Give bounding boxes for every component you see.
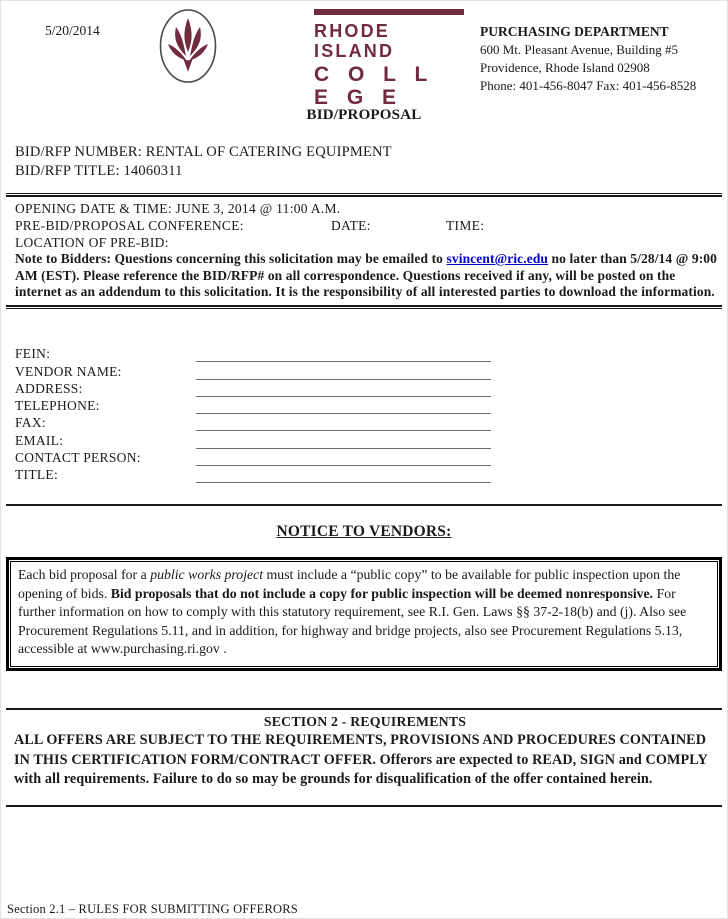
email-label: EMAIL: (15, 432, 64, 448)
note-text-after: no later than 5/28/14 @ 9:00 AM (EST). Please reference the BID/RFP# on all correspondence. Questions received if any, will be posted on the internet as an addendum to this solicitation. It is the responsibility of all interested parties to download the information. (15, 251, 718, 299)
horizontal-rule (6, 708, 722, 710)
flame-logo-icon (157, 7, 219, 85)
wordmark-bar (314, 9, 464, 15)
notice-paragraph (10, 561, 718, 667)
title-label: TITLE: (15, 467, 59, 483)
form-row-fax (15, 414, 491, 431)
contact-person-field[interactable] (196, 452, 491, 466)
dept-name: PURCHASING DEPARTMENT (480, 24, 669, 39)
section21-footer: Section 2.1 – RULES FOR SUBMITTING OFFERORS (7, 902, 298, 916)
dept-phone-fax: Phone: 401-456-8047 Fax: 401-456-8528 (480, 78, 697, 93)
section2-requirements (14, 714, 716, 790)
pre-bid-location-label: LOCATION OF PRE-BID: (15, 235, 169, 250)
page-title: BID/PROPOSAL (306, 107, 422, 123)
form-row-vendor-name (15, 362, 491, 379)
bid-rfp-title: BID/RFP TITLE: 14060311 (15, 163, 183, 179)
notice-bold-sentence: Bid proposals that do not include a copy for public inspection will be deemed nonresponsive. (110, 585, 654, 601)
form-row-email (15, 431, 491, 448)
fein-label: FEIN: (15, 346, 51, 362)
bid-identifiers (15, 143, 392, 181)
note-text-before: Note to Bidders: Questions concerning this solicitation may be emailed to (15, 251, 447, 266)
document-date: 5/20/2014 (45, 23, 100, 38)
address-label: ADDRESS: (15, 380, 83, 396)
conference-time-label: TIME: (446, 218, 485, 233)
opening-info-section (6, 193, 722, 309)
conference-label: PRE-BID/PROPOSAL CONFERENCE: (15, 218, 244, 233)
pre-bid-conference-line (15, 217, 720, 234)
horizontal-rule (6, 504, 722, 506)
purchasing-department-block (480, 23, 696, 95)
form-row-fein (15, 345, 491, 362)
notice-seg1: Each bid proposal for a (18, 567, 151, 582)
vendor-info-form (15, 345, 491, 483)
telephone-label: TELEPHONE: (15, 398, 100, 414)
double-rule-bottom (6, 305, 722, 309)
address-field[interactable] (196, 383, 491, 397)
fein-field[interactable] (196, 348, 491, 362)
ric-flame-logo (157, 7, 219, 90)
college-wordmark (314, 9, 466, 109)
telephone-field[interactable] (196, 400, 491, 414)
form-row-telephone (15, 397, 491, 414)
notice-italic-phrase: public works project (150, 567, 264, 582)
contact-email-link[interactable]: svincent@ric.edu (446, 251, 549, 266)
email-field[interactable] (196, 435, 491, 449)
dept-address2: Providence, Rhode Island 02908 (480, 60, 650, 75)
fax-label: FAX: (15, 415, 46, 431)
notice-seg3: For further information on how to comply with this statutory requirement, see R.I. Gen. Laws §§ 37-2-18(b) and (j). Also see Procurement Regulations 5.11, and in addition, for highway and bridge projects, also see Procurement Regulations 5.13, accessible at www.purchasing.ri.gov . (18, 585, 687, 657)
wordmark-line2: C O L L E G E (314, 63, 434, 109)
contact-person-label: CONTACT PERSON: (15, 450, 141, 466)
notice-box (6, 557, 722, 671)
form-row-contact-person (15, 449, 491, 466)
section2-body: ALL OFFERS ARE SUBJECT TO THE REQUIREMENTS, PROVISIONS AND PROCEDURES CONTAINED IN THIS CERTIFICATION FORM/CONTRACT OFFER. Offerors are expected to READ, SIGN and COMPLY with all requirements. Failure to do so may be grounds for disqualification of the offer contained herein. (14, 732, 708, 787)
section2-heading: SECTION 2 - REQUIREMENTS (263, 714, 467, 729)
opening-date-time: OPENING DATE & TIME: JUNE 3, 2014 @ 11:00 A.M. (15, 201, 341, 216)
fax-field[interactable] (196, 417, 491, 431)
wordmark-line1: RHODE ISLAND (314, 21, 395, 61)
note-to-bidders (15, 251, 720, 301)
bid-rfp-number: BID/RFP NUMBER: RENTAL OF CATERING EQUIPMENT (15, 144, 392, 160)
notice-seg2: must include a “public copy” to be available for public inspection upon the opening of bids. (18, 567, 681, 601)
conference-date-label: DATE: (331, 218, 371, 233)
horizontal-rule (6, 805, 722, 807)
vendor-name-label: VENDOR NAME: (15, 363, 122, 379)
vendor-name-field[interactable] (196, 366, 491, 380)
form-row-address (15, 380, 491, 397)
notice-to-vendors-heading: NOTICE TO VENDORS: (276, 523, 452, 540)
form-row-title (15, 466, 491, 483)
title-field[interactable] (196, 469, 491, 483)
dept-address1: 600 Mt. Pleasant Avenue, Building #5 (480, 42, 678, 57)
